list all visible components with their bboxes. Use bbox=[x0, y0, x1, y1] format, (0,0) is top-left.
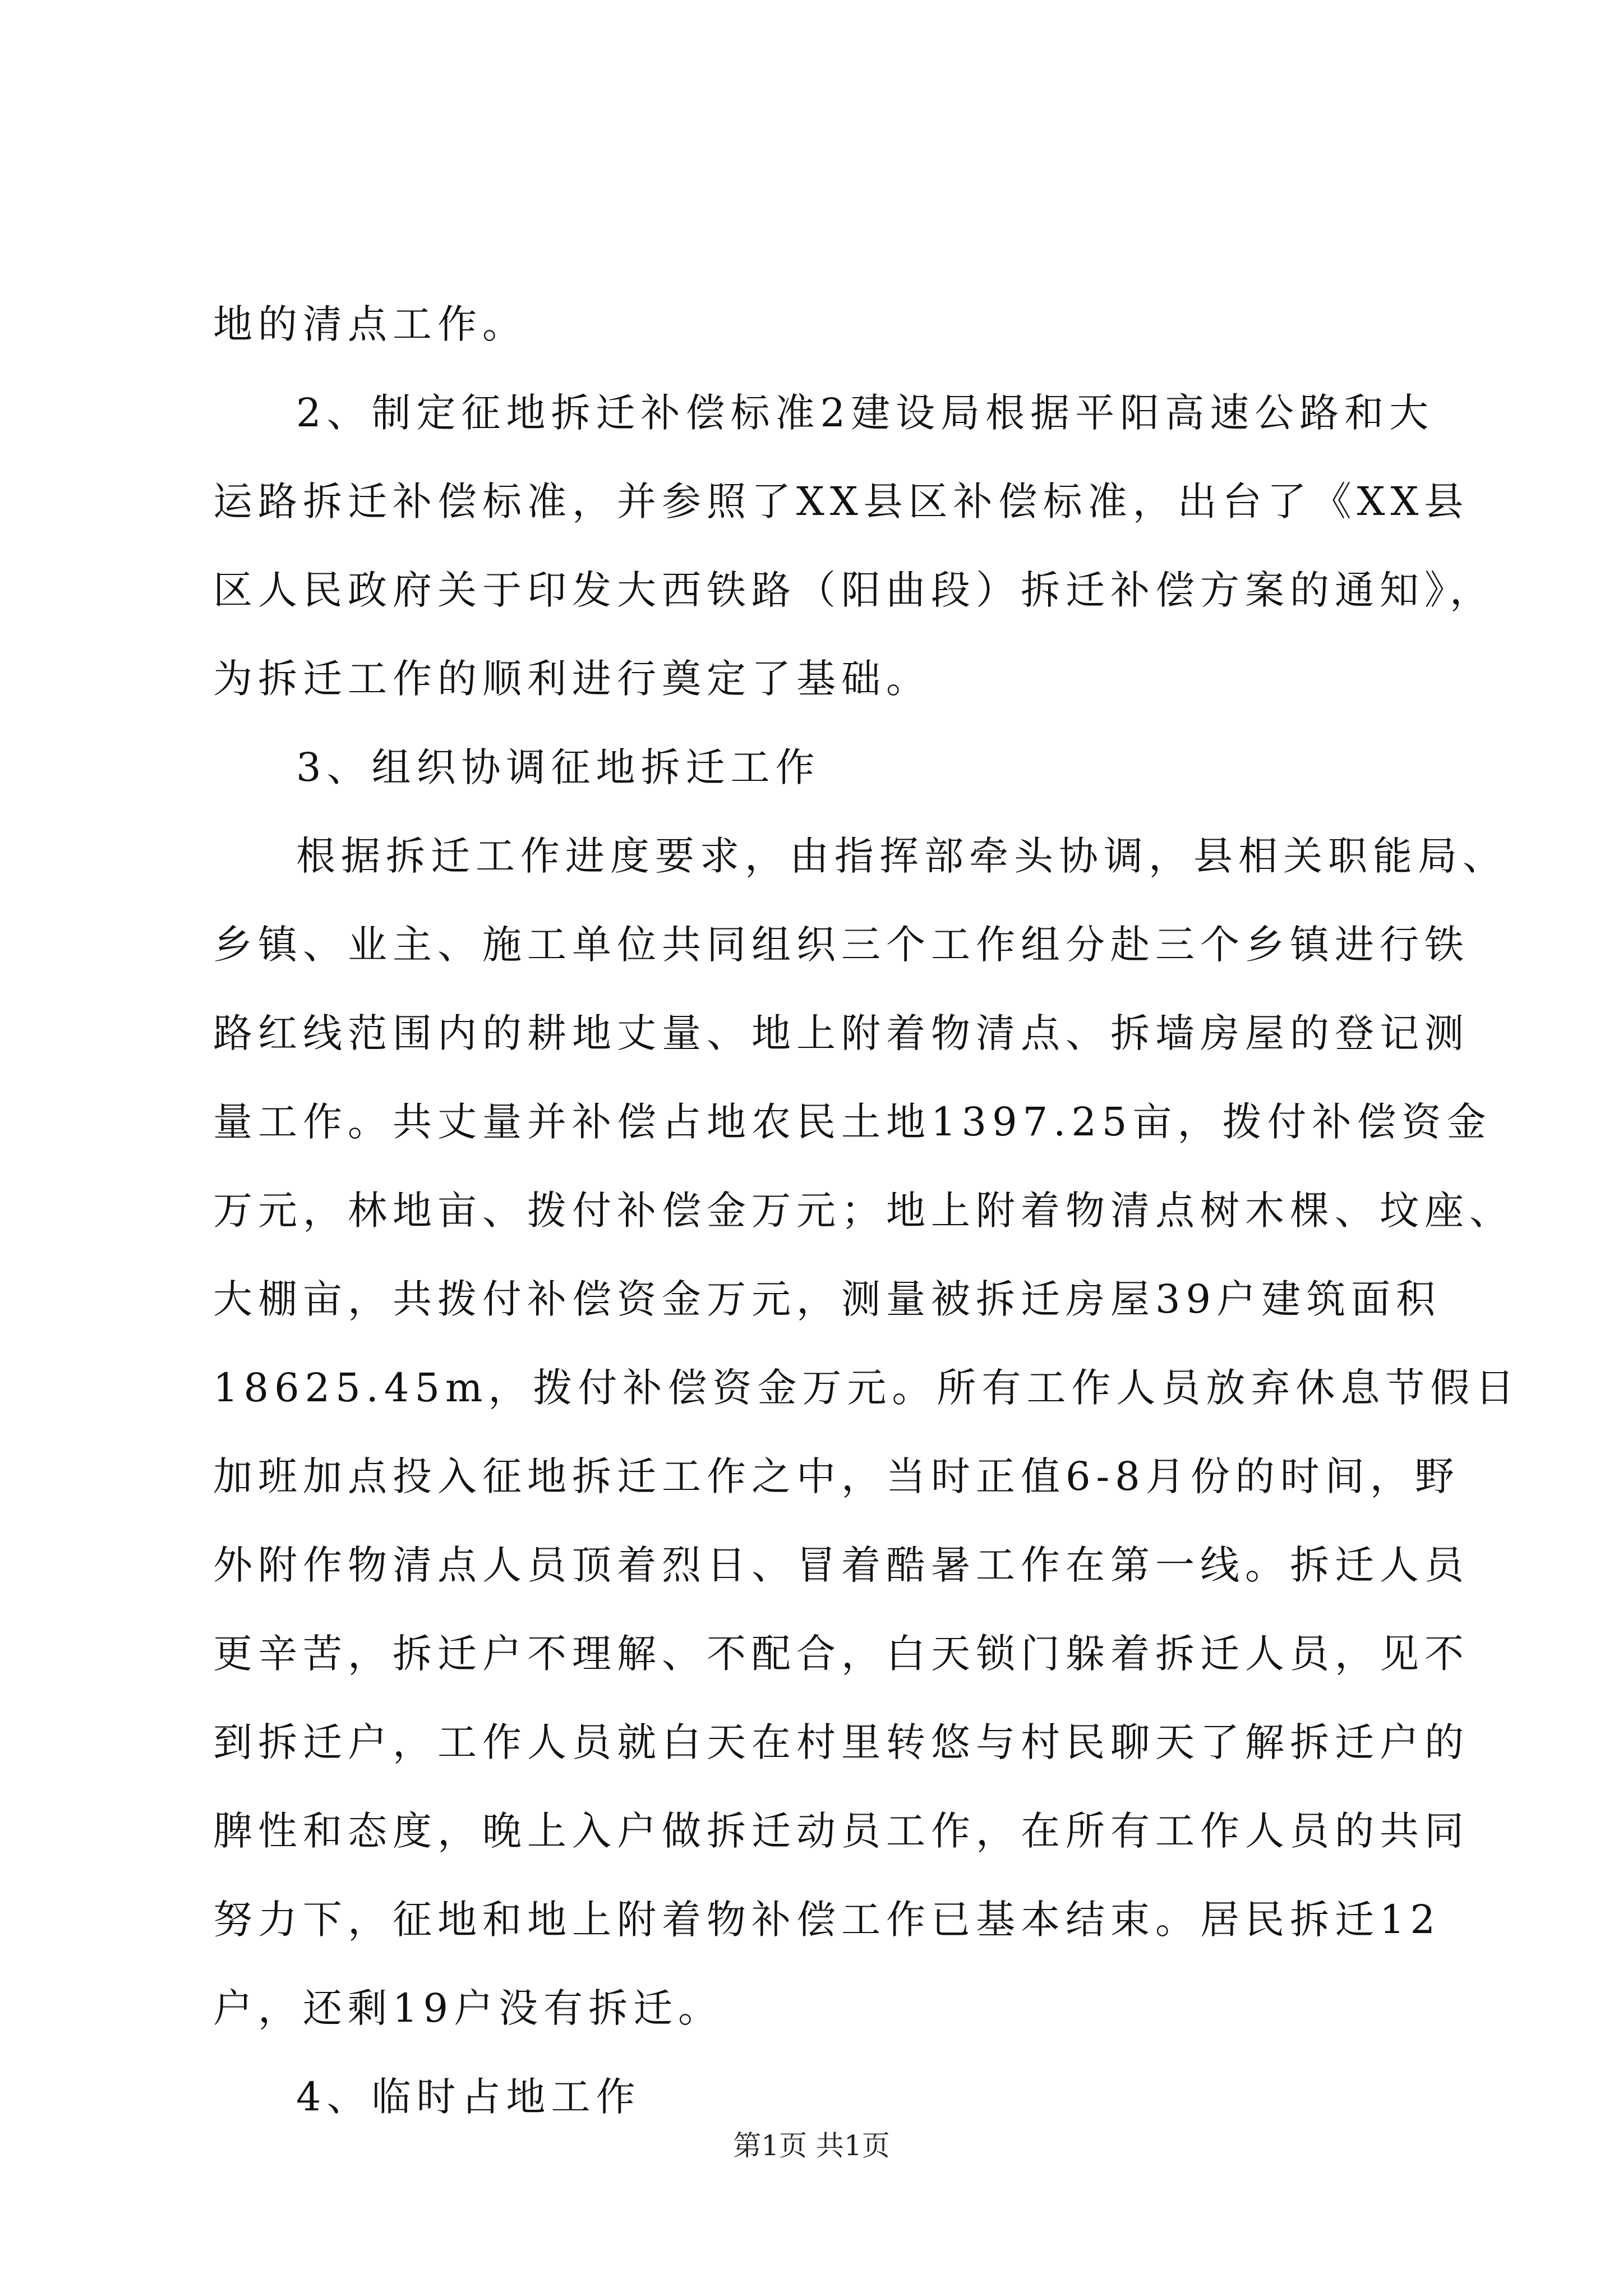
text-line: 努力下，征地和地上附着物补偿工作已基本结束。居民拆迁12 bbox=[213, 1897, 1441, 1943]
text-line: 量工作。共丈量并补偿占地农民土地1397.25亩，拨付补偿资金 bbox=[213, 1099, 1492, 1145]
text-line: 18625.45m，拨付补偿资金万元。所有工作人员放弃休息节假日 bbox=[213, 1365, 1520, 1411]
text-line: 到拆迁户，工作人员就白天在村里转悠与村民聊天了解拆迁户的 bbox=[213, 1719, 1469, 1765]
text-line: 乡镇、业主、施工单位共同组织三个工作组分赴三个乡镇进行铁 bbox=[213, 922, 1469, 968]
text-line: 地的清点工作。 bbox=[213, 301, 527, 347]
text-line: 脾性和态度，晚上入户做拆迁动员工作，在所有工作人员的共同 bbox=[213, 1808, 1469, 1854]
text-line: 外附作物清点人员顶着烈日、冒着酷暑工作在第一线。拆迁人员 bbox=[213, 1542, 1469, 1588]
text-line: 2、制定征地拆迁补偿标准2建设局根据平阳高速公路和大 bbox=[296, 390, 1435, 436]
page-number: 第1页 共1页 bbox=[733, 2129, 890, 2162]
section-heading: 4、临时占地工作 bbox=[296, 2074, 641, 2120]
text-line: 为拆迁工作的顺利进行奠定了基础。 bbox=[213, 656, 931, 702]
section-heading: 3、组织协调征地拆迁工作 bbox=[296, 744, 820, 790]
text-line: 路红线范围内的耕地丈量、地上附着物清点、拆墙房屋的登记测 bbox=[213, 1010, 1469, 1056]
text-line: 户，还剩19户没有拆迁。 bbox=[213, 1985, 723, 2031]
text-line: 根据拆迁工作进度要求，由指挥部牵头协调，县相关职能局、 bbox=[296, 833, 1507, 879]
text-line: 大棚亩，共拨付补偿资金万元，测量被拆迁房屋39户建筑面积 bbox=[213, 1276, 1441, 1322]
text-line: 万元，林地亩、拨付补偿金万元；地上附着物清点树木棵、坟座、 bbox=[213, 1188, 1514, 1234]
text-line: 更辛苦，拆迁户不理解、不配合，白天锁门躲着拆迁人员，见不 bbox=[213, 1631, 1469, 1677]
text-line: 运路拆迁补偿标准，并参照了XX县区补偿标准，出台了《XX县 bbox=[213, 478, 1469, 524]
text-line: 加班加点投入征地拆迁工作之中，当时正值6-8月份的时间，野 bbox=[213, 1453, 1460, 1499]
text-line: 区人民政府关于印发大西铁路（阳曲段）拆迁补偿方案的通知》， bbox=[213, 567, 1495, 613]
